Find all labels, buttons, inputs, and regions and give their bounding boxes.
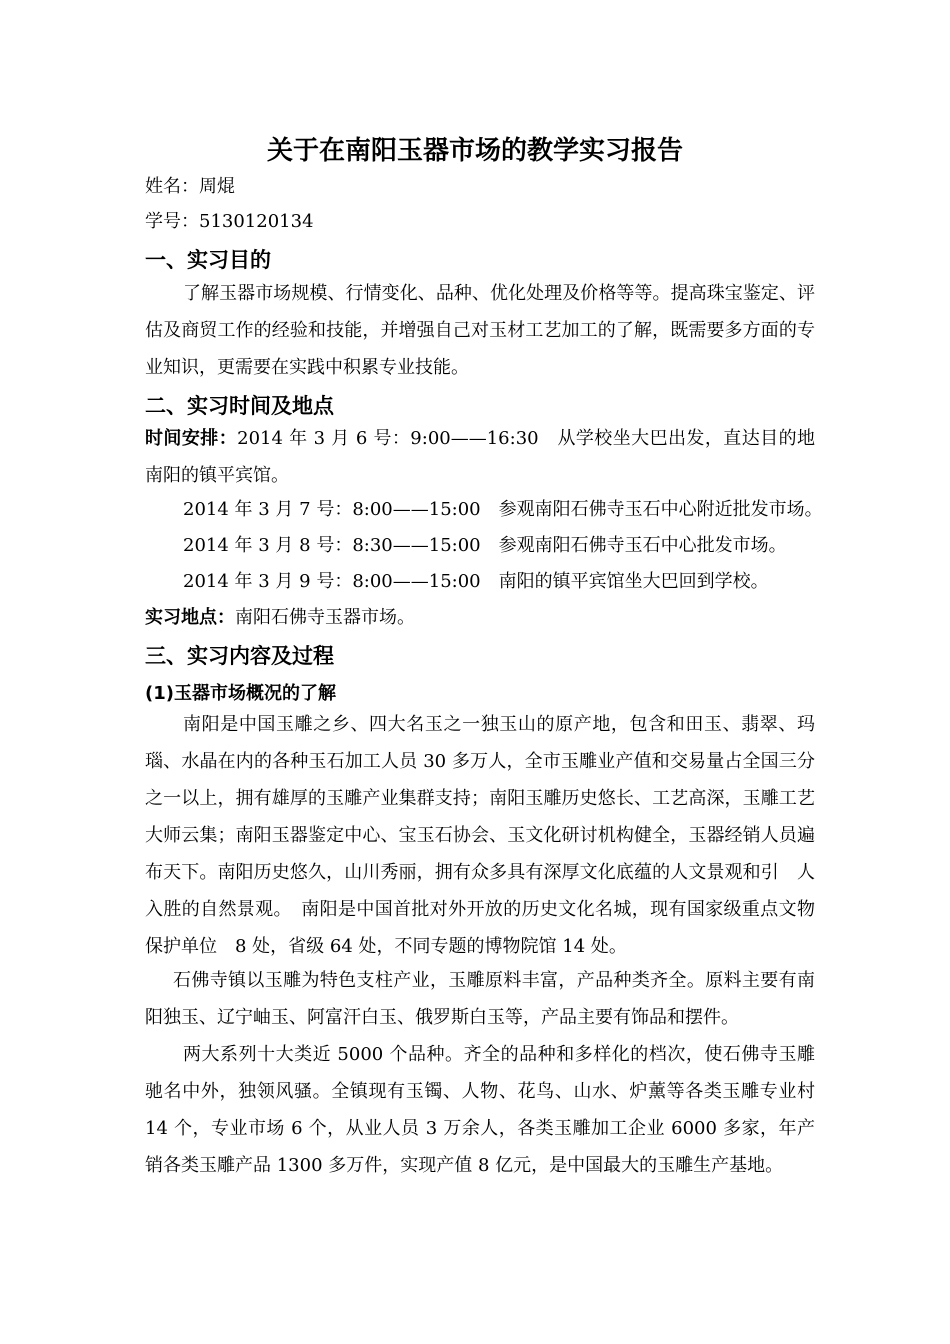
section-3-paragraph-3: 两大系列十大类近 5000 个品种。齐全的品种和多样化的档次，使石佛寺玉雕驰名中外，独领风骚。全镇现有玉镯、人物、花鸟、山水、炉薰等各类玉雕专业村 14 个，专业市场 6 个，从业人员 3 万余人，各类玉雕加工企业 6000 多家，年产销各类玉雕产品 1300 多万件，实现产值 8 亿元，是中国最大的玉雕生产基地。: [145, 1044, 815, 1176]
section-1-paragraph: 了解玉器市场规模、行情变化、品种、优化处理及价格等等。提高珠宝鉴定、评估及商贸工作的经验和技能，并增强自己对玉材工艺加工的了解，既需要多方面的专业知识，更需要在实践中积累专业技能。: [145, 283, 815, 378]
schedule-label: 时间安排：: [145, 428, 238, 449]
schedule-day-9: 2014 年 3 月 9 号：8:00——15:00 南阳的镇平宾馆坐大巴回到学校。: [183, 571, 769, 592]
section-3-paragraph-1: 南阳是中国玉雕之乡、四大名玉之一独玉山的原产地，包含和田玉、翡翠、玛瑙、水晶在内的各种玉石加工人员 30 多万人，全市玉雕业产值和交易量占全国三分之一以上，拥有雄厚的玉雕产业集群支持；南阳玉雕历史悠长、工艺高深，玉雕工艺大师云集；南阳玉器鉴定中心、宝玉石协会、玉文化研讨机构健全，玉器经销人员遍布天下。南阳历史悠久，山川秀丽，拥有众多具有深厚文化底蕴的人文景观和引 人入胜的自然景观。 南阳是中国首批对外开放的历史文化名城，现有国家级重点文物保护单位 8 处，省级 64 处，不同专题的博物院馆 14 处。: [145, 714, 815, 957]
place-value: 南阳石佛寺玉器市场。: [235, 607, 415, 628]
schedule-day-8: 2014 年 3 月 8 号：8:30——15:00 参观南阳石佛寺玉石中心批发市场。: [183, 535, 787, 556]
section-2-heading: 二、实习时间及地点: [145, 394, 334, 418]
student-id: 学号：5130120134: [145, 211, 314, 232]
section-1-heading: 一、实习目的: [145, 248, 271, 272]
section-3-subheading-1: (1)玉器市场概况的了解: [145, 683, 336, 704]
schedule-first: [145, 420, 815, 494]
section-3-paragraph-2: 石佛寺镇以玉雕为特色支柱产业，玉雕原料丰富，产品种类齐全。原料主要有南阳独玉、辽宁岫玉、阿富汗白玉、俄罗斯白玉等，产品主要有饰品和摆件。: [145, 970, 815, 1028]
internship-place: [145, 599, 815, 636]
section-3-heading: 三、实习内容及过程: [145, 644, 334, 668]
report-title: 关于在南阳玉器市场的教学实习报告: [266, 136, 683, 166]
schedule-first-text: 2014 年 3 月 6 号：9:00——16:30 从学校坐大巴出发，直达目的地南阳的镇平宾馆。: [145, 428, 815, 486]
place-label: 实习地点：: [145, 607, 235, 628]
schedule-day-7: 2014 年 3 月 7 号：8:00——15:00 参观南阳石佛寺玉石中心附近批发市场。: [183, 499, 823, 520]
student-name: 姓名：周焜: [145, 176, 235, 197]
